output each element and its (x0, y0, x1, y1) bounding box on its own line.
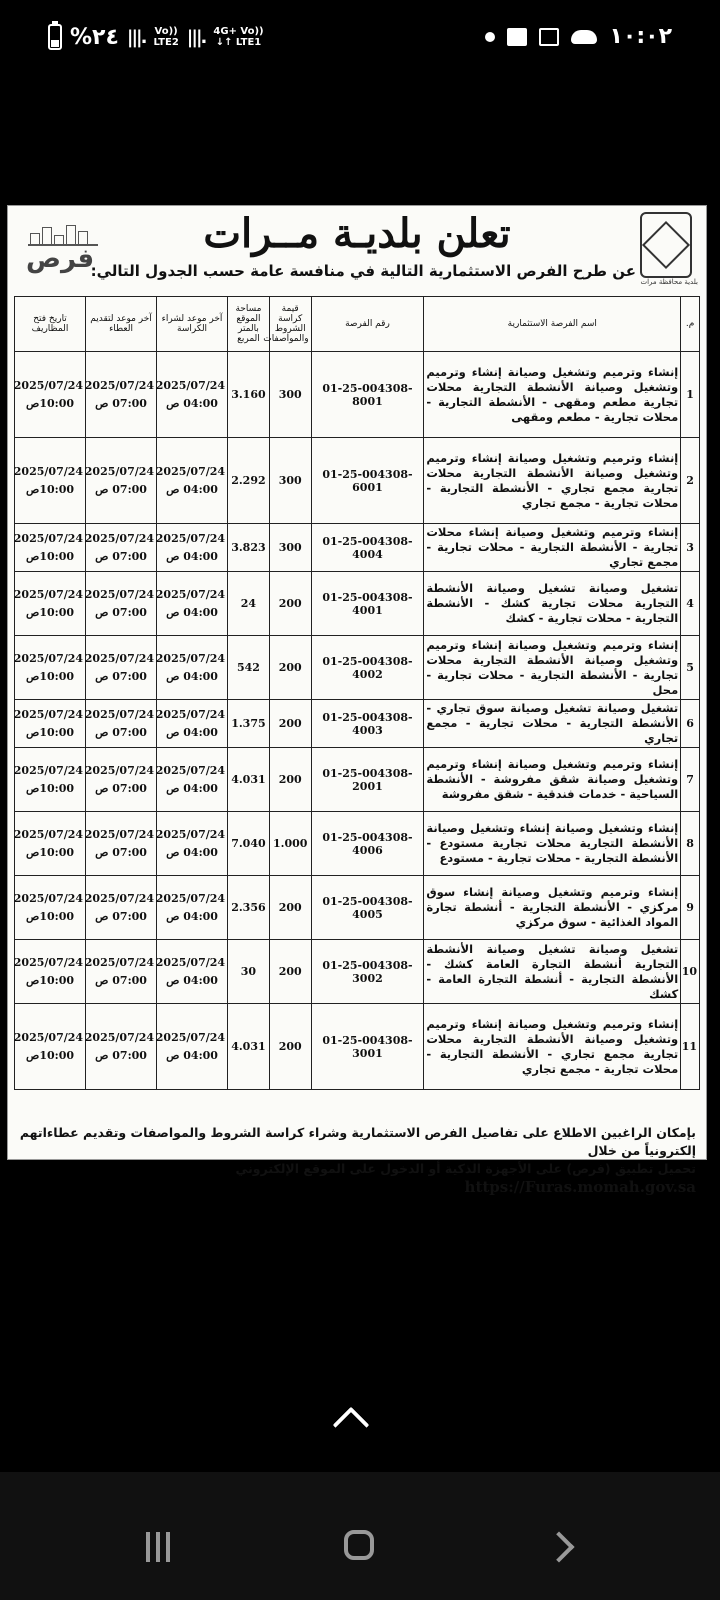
row-number: 5 (681, 636, 700, 700)
opportunity-code: 01-25-004308-3002 (311, 940, 424, 1004)
submit-deadline-time: 07:00 ص (95, 973, 147, 987)
site-area: 7.040 (228, 812, 270, 876)
table-row (15, 876, 700, 940)
row-number: 8 (681, 812, 700, 876)
submit-deadline-date: 2025/07/24 (84, 1030, 155, 1044)
buy-deadline-date: 2025/07/24 (155, 707, 226, 721)
opportunity-code: 01-25-004308-3001 (311, 1004, 424, 1090)
submit-deadline (86, 352, 157, 438)
table-row (15, 352, 700, 438)
site-area: 1.375 (228, 700, 270, 748)
buy-deadline-date: 2025/07/24 (155, 1030, 226, 1044)
clock: ١٠:٠٢ (609, 24, 672, 49)
opportunity-name: إنشاء وترميم وتشغيل وصيانة إنشاء وترميم وتشغيل وصيانة الأنشطة التجارية محلات تجارية مطعم ومقهى - الأنشطة التجارية - محلات تجارية - مطعم ومقهى (424, 352, 681, 438)
submit-deadline-time: 07:00 ص (95, 845, 147, 859)
opportunity-code: 01-25-004308-4005 (311, 876, 424, 940)
signal-icon: |||. (186, 26, 206, 48)
opening-date-date: 2025/07/24 (13, 707, 84, 721)
submit-deadline-time: 07:00 ص (95, 605, 147, 619)
opportunity-name: إنشاء وترميم وتشغيل وصيانة إنشاء وترميم وتشغيل وصيانة شقق مفروشة - الأنشطة السياحية - خدمات فندقية - شقق مفروشة (424, 748, 681, 812)
table-row (15, 1004, 700, 1090)
calendar-icon (539, 28, 559, 46)
site-area: 4.031 (228, 1004, 270, 1090)
table-row (15, 524, 700, 572)
opening-date (15, 438, 86, 524)
navigation-bar (0, 1472, 720, 1600)
table-row (15, 940, 700, 1004)
opening-date-date: 2025/07/24 (13, 827, 84, 841)
header-area: مساحة الموقع بالمتر المربع (228, 297, 270, 352)
brochure-price: 300 (269, 524, 311, 572)
buy-deadline-time: 04:00 ص (166, 973, 218, 987)
opening-date (15, 812, 86, 876)
signal-icon: |||. (126, 26, 146, 48)
opportunity-name: إنشاء وترميم وتشغيل وصيانة إنشاء سوق مركزي - الأنشطة التجارية - أنشطة تجارة المواد الغذائية - سوق مركزي (424, 876, 681, 940)
footer-line2: تحميل تطبيق (فرص) على الأجهزة الذكية أو الدخول على الموقع الإلكتروني (235, 1161, 696, 1176)
brochure-price: 200 (269, 572, 311, 636)
buy-deadline (157, 572, 228, 636)
brochure-price: 200 (269, 940, 311, 1004)
submit-deadline-time: 07:00 ص (95, 725, 147, 739)
submit-deadline-date: 2025/07/24 (84, 891, 155, 905)
status-right (485, 24, 672, 49)
opening-date (15, 352, 86, 438)
opening-date (15, 748, 86, 812)
opening-date (15, 1004, 86, 1090)
row-number: 2 (681, 438, 700, 524)
header-buy: آخر موعد لشراء الكراسة (157, 297, 228, 352)
brochure-price: 200 (269, 748, 311, 812)
submit-deadline (86, 438, 157, 524)
brochure-price: 200 (269, 636, 311, 700)
site-area: 542 (228, 636, 270, 700)
row-number: 9 (681, 876, 700, 940)
buy-deadline (157, 940, 228, 1004)
opening-date-date: 2025/07/24 (13, 464, 84, 478)
buy-deadline (157, 748, 228, 812)
submit-deadline-time: 07:00 ص (95, 396, 147, 410)
opportunity-name: تشغيل وصيانة تشغيل وصيانة الأنشطة التجارية محلات تجارية كشك - الأنشطة التجارية - محلات تجارية - كشك (424, 572, 681, 636)
buy-deadline-time: 04:00 ص (166, 725, 218, 739)
opportunity-code: 01-25-004308-4004 (311, 524, 424, 572)
row-number: 10 (681, 940, 700, 1004)
opening-date-date: 2025/07/24 (13, 763, 84, 777)
network-sim1: 4G+ Vo)) ↓↑ LTE1 (213, 26, 264, 48)
footer-url: https://Furas.momah.gov.sa (464, 1178, 696, 1196)
ad-header (8, 206, 706, 296)
row-number: 11 (681, 1004, 700, 1090)
opportunity-name: إنشاء وترميم وتشغيل وصيانة إنشاء وترميم وتشغيل وصيانة الأنشطة التجارية محلات تجارية مجمع تجاري - الأنشطة التجارية - محلات تجارية - مجمع تجاري (424, 438, 681, 524)
buy-deadline (157, 812, 228, 876)
cloud-icon (571, 30, 597, 44)
buy-deadline (157, 1004, 228, 1090)
brochure-price: 300 (269, 352, 311, 438)
opening-date-date: 2025/07/24 (13, 531, 84, 545)
opening-date-date: 2025/07/24 (13, 378, 84, 392)
submit-deadline (86, 1004, 157, 1090)
ad-title: تعلن بلديـة مــرات (203, 210, 511, 257)
opening-date-time: 10:00ص (26, 781, 75, 795)
header-num: م. (681, 297, 700, 352)
submit-deadline (86, 572, 157, 636)
submit-deadline-date: 2025/07/24 (84, 378, 155, 392)
buy-deadline-time: 04:00 ص (166, 781, 218, 795)
row-number: 3 (681, 524, 700, 572)
opportunity-code: 01-25-004308-4006 (311, 812, 424, 876)
table-row (15, 700, 700, 748)
brochure-price: 200 (269, 1004, 311, 1090)
opportunity-code: 01-25-004308-2001 (311, 748, 424, 812)
table-header-row (15, 297, 700, 352)
site-area: 3.823 (228, 524, 270, 572)
network-sim2: Vo)) LTE2 (153, 26, 179, 48)
opening-date (15, 636, 86, 700)
table-row (15, 636, 700, 700)
submit-deadline-date: 2025/07/24 (84, 827, 155, 841)
opening-date (15, 940, 86, 1004)
buy-deadline-time: 04:00 ص (166, 909, 218, 923)
buy-deadline-date: 2025/07/24 (155, 378, 226, 392)
recent-apps-icon[interactable] (146, 1532, 170, 1562)
buy-deadline-time: 04:00 ص (166, 396, 218, 410)
header-price: قيمة كراسة الشروط والمواصفات (269, 297, 311, 352)
buy-deadline-date: 2025/07/24 (155, 955, 226, 969)
submit-deadline-date: 2025/07/24 (84, 587, 155, 601)
ad-subtitle: عن طرح الفرص الاستثمارية التالية في منافسة عامة حسب الجدول التالي: (90, 262, 636, 280)
submit-deadline-date: 2025/07/24 (84, 651, 155, 665)
opportunity-code: 01-25-004308-4001 (311, 572, 424, 636)
opening-date-date: 2025/07/24 (13, 651, 84, 665)
status-left (48, 24, 264, 50)
opportunity-code: 01-25-004308-4002 (311, 636, 424, 700)
buy-deadline-time: 04:00 ص (166, 482, 218, 496)
site-area: 30 (228, 940, 270, 1004)
buy-deadline-date: 2025/07/24 (155, 763, 226, 777)
brochure-price: 300 (269, 438, 311, 524)
opening-date (15, 700, 86, 748)
buy-deadline-date: 2025/07/24 (155, 651, 226, 665)
table-row (15, 572, 700, 636)
opening-date-date: 2025/07/24 (13, 1030, 84, 1044)
site-area: 2.356 (228, 876, 270, 940)
opportunity-code: 01-25-004308-4003 (311, 700, 424, 748)
site-area: 24 (228, 572, 270, 636)
opportunity-name: تشغيل وصيانة تشغيل وصيانة الأنشطة التجارية أنشطة التجارة العامة كشك - الأنشطة التجارية - أنشطة التجارة العامة - كشك (424, 940, 681, 1004)
opportunity-name: إنشاء وترميم وتشغيل وصيانة إنشاء وترميم وتشغيل وصيانة الأنشطة التجارية محلات تجارية - الأنشطة التجارية - محلات تجارية - محل (424, 636, 681, 700)
opportunity-name: إنشاء وتشغيل وصيانة إنشاء وتشغيل وصيانة الأنشطة التجارية محلات تجارية مستودع - الأنشطة التجارية - محلات تجارية - مستودع (424, 812, 681, 876)
opening-date-time: 10:00ص (26, 725, 75, 739)
footer-line1: بإمكان الراغبين الاطلاع على تفاصيل الفرص الاستثمارية وشراء كراسة الشروط والمواصفات وتقديم عطاءاتهم إلكترونياً من خلال (19, 1125, 696, 1158)
buy-deadline (157, 700, 228, 748)
opening-date-time: 10:00ص (26, 482, 75, 496)
buy-deadline-time: 04:00 ص (166, 1048, 218, 1062)
buy-deadline-time: 04:00 ص (166, 605, 218, 619)
submit-deadline (86, 636, 157, 700)
row-number: 1 (681, 352, 700, 438)
submit-deadline-time: 07:00 ص (95, 1048, 147, 1062)
buy-deadline (157, 876, 228, 940)
opportunity-name: إنشاء وترميم وتشغيل وصيانة إنشاء محلات تجارية - الأنشطة التجارية - محلات تجارية - مجمع تجاري (424, 524, 681, 572)
table-row (15, 438, 700, 524)
opening-date-date: 2025/07/24 (13, 955, 84, 969)
opening-date-date: 2025/07/24 (13, 587, 84, 601)
opportunity-code: 01-25-004308-8001 (311, 352, 424, 438)
opening-date-time: 10:00ص (26, 1048, 75, 1062)
logo-text: فرص (26, 244, 95, 274)
row-number: 7 (681, 748, 700, 812)
home-icon[interactable] (344, 1530, 374, 1560)
buy-deadline (157, 524, 228, 572)
submit-deadline (86, 940, 157, 1004)
buy-deadline-time: 04:00 ص (166, 669, 218, 683)
opening-date-time: 10:00ص (26, 669, 75, 683)
submit-deadline (86, 812, 157, 876)
notification-dot-icon (485, 32, 495, 42)
row-number: 4 (681, 572, 700, 636)
seal-caption: بلدية محافظة مرات (640, 278, 698, 286)
chevron-up-icon[interactable] (333, 1407, 370, 1444)
table-row (15, 812, 700, 876)
site-area: 3.160 (228, 352, 270, 438)
municipality-seal-icon (640, 212, 692, 278)
site-area: 2.292 (228, 438, 270, 524)
opportunity-name: تشغيل وصيانة تشغيل وصيانة سوق تجاري - الأنشطة التجارية - محلات تجارية - مجمع تجاري (424, 700, 681, 748)
buy-deadline (157, 352, 228, 438)
submit-deadline (86, 524, 157, 572)
newspaper-ad-image (7, 205, 707, 1196)
buy-deadline (157, 636, 228, 700)
buy-deadline (157, 438, 228, 524)
opening-date (15, 572, 86, 636)
submit-deadline (86, 748, 157, 812)
submit-deadline (86, 700, 157, 748)
notification-icon (507, 28, 527, 46)
buy-deadline-date: 2025/07/24 (155, 464, 226, 478)
opening-date-time: 10:00ص (26, 909, 75, 923)
buy-deadline-time: 04:00 ص (166, 845, 218, 859)
submit-deadline-date: 2025/07/24 (84, 464, 155, 478)
opening-date (15, 876, 86, 940)
submit-deadline-time: 07:00 ص (95, 909, 147, 923)
brochure-price: 200 (269, 700, 311, 748)
buy-deadline-date: 2025/07/24 (155, 827, 226, 841)
buy-deadline-date: 2025/07/24 (155, 587, 226, 601)
submit-deadline-date: 2025/07/24 (84, 531, 155, 545)
opportunity-name: إنشاء وترميم وتشغيل وصيانة إنشاء وترميم وتشغيل وصيانة الأنشطة التجارية محلات تجارية مجمع تجاري - الأنشطة التجارية - محلات تجارية - مجمع تجاري (424, 1004, 681, 1090)
submit-deadline-time: 07:00 ص (95, 482, 147, 496)
opening-date-time: 10:00ص (26, 845, 75, 859)
submit-deadline-date: 2025/07/24 (84, 955, 155, 969)
battery-percent: %٢٤ (70, 24, 119, 50)
buy-deadline-date: 2025/07/24 (155, 891, 226, 905)
submit-deadline-date: 2025/07/24 (84, 763, 155, 777)
submit-deadline-time: 07:00 ص (95, 781, 147, 795)
opportunities-table (14, 296, 700, 1090)
battery-icon (48, 24, 62, 50)
back-icon[interactable] (543, 1531, 574, 1562)
header-code: رقم الفرصة (311, 297, 424, 352)
status-bar (0, 0, 720, 80)
opening-date (15, 524, 86, 572)
opening-date-date: 2025/07/24 (13, 891, 84, 905)
submit-deadline (86, 876, 157, 940)
submit-deadline-time: 07:00 ص (95, 549, 147, 563)
ad-footer (18, 1124, 696, 1197)
opening-date-time: 10:00ص (26, 605, 75, 619)
buy-deadline-time: 04:00 ص (166, 549, 218, 563)
submit-deadline-date: 2025/07/24 (84, 707, 155, 721)
brochure-price: 200 (269, 876, 311, 940)
header-submit: آخر موعد لتقديم العطاء (86, 297, 157, 352)
opportunity-code: 01-25-004308-6001 (311, 438, 424, 524)
brochure-price: 1.000 (269, 812, 311, 876)
buy-deadline-date: 2025/07/24 (155, 531, 226, 545)
table-row (15, 748, 700, 812)
opening-date-time: 10:00ص (26, 973, 75, 987)
header-desc: اسم الفرصة الاستثمارية (424, 297, 681, 352)
site-area: 4.031 (228, 748, 270, 812)
submit-deadline-time: 07:00 ص (95, 669, 147, 683)
opening-date-time: 10:00ص (26, 549, 75, 563)
opening-date-time: 10:00ص (26, 396, 75, 410)
row-number: 6 (681, 700, 700, 748)
header-open: تاريخ فتح المظاريف (15, 297, 86, 352)
